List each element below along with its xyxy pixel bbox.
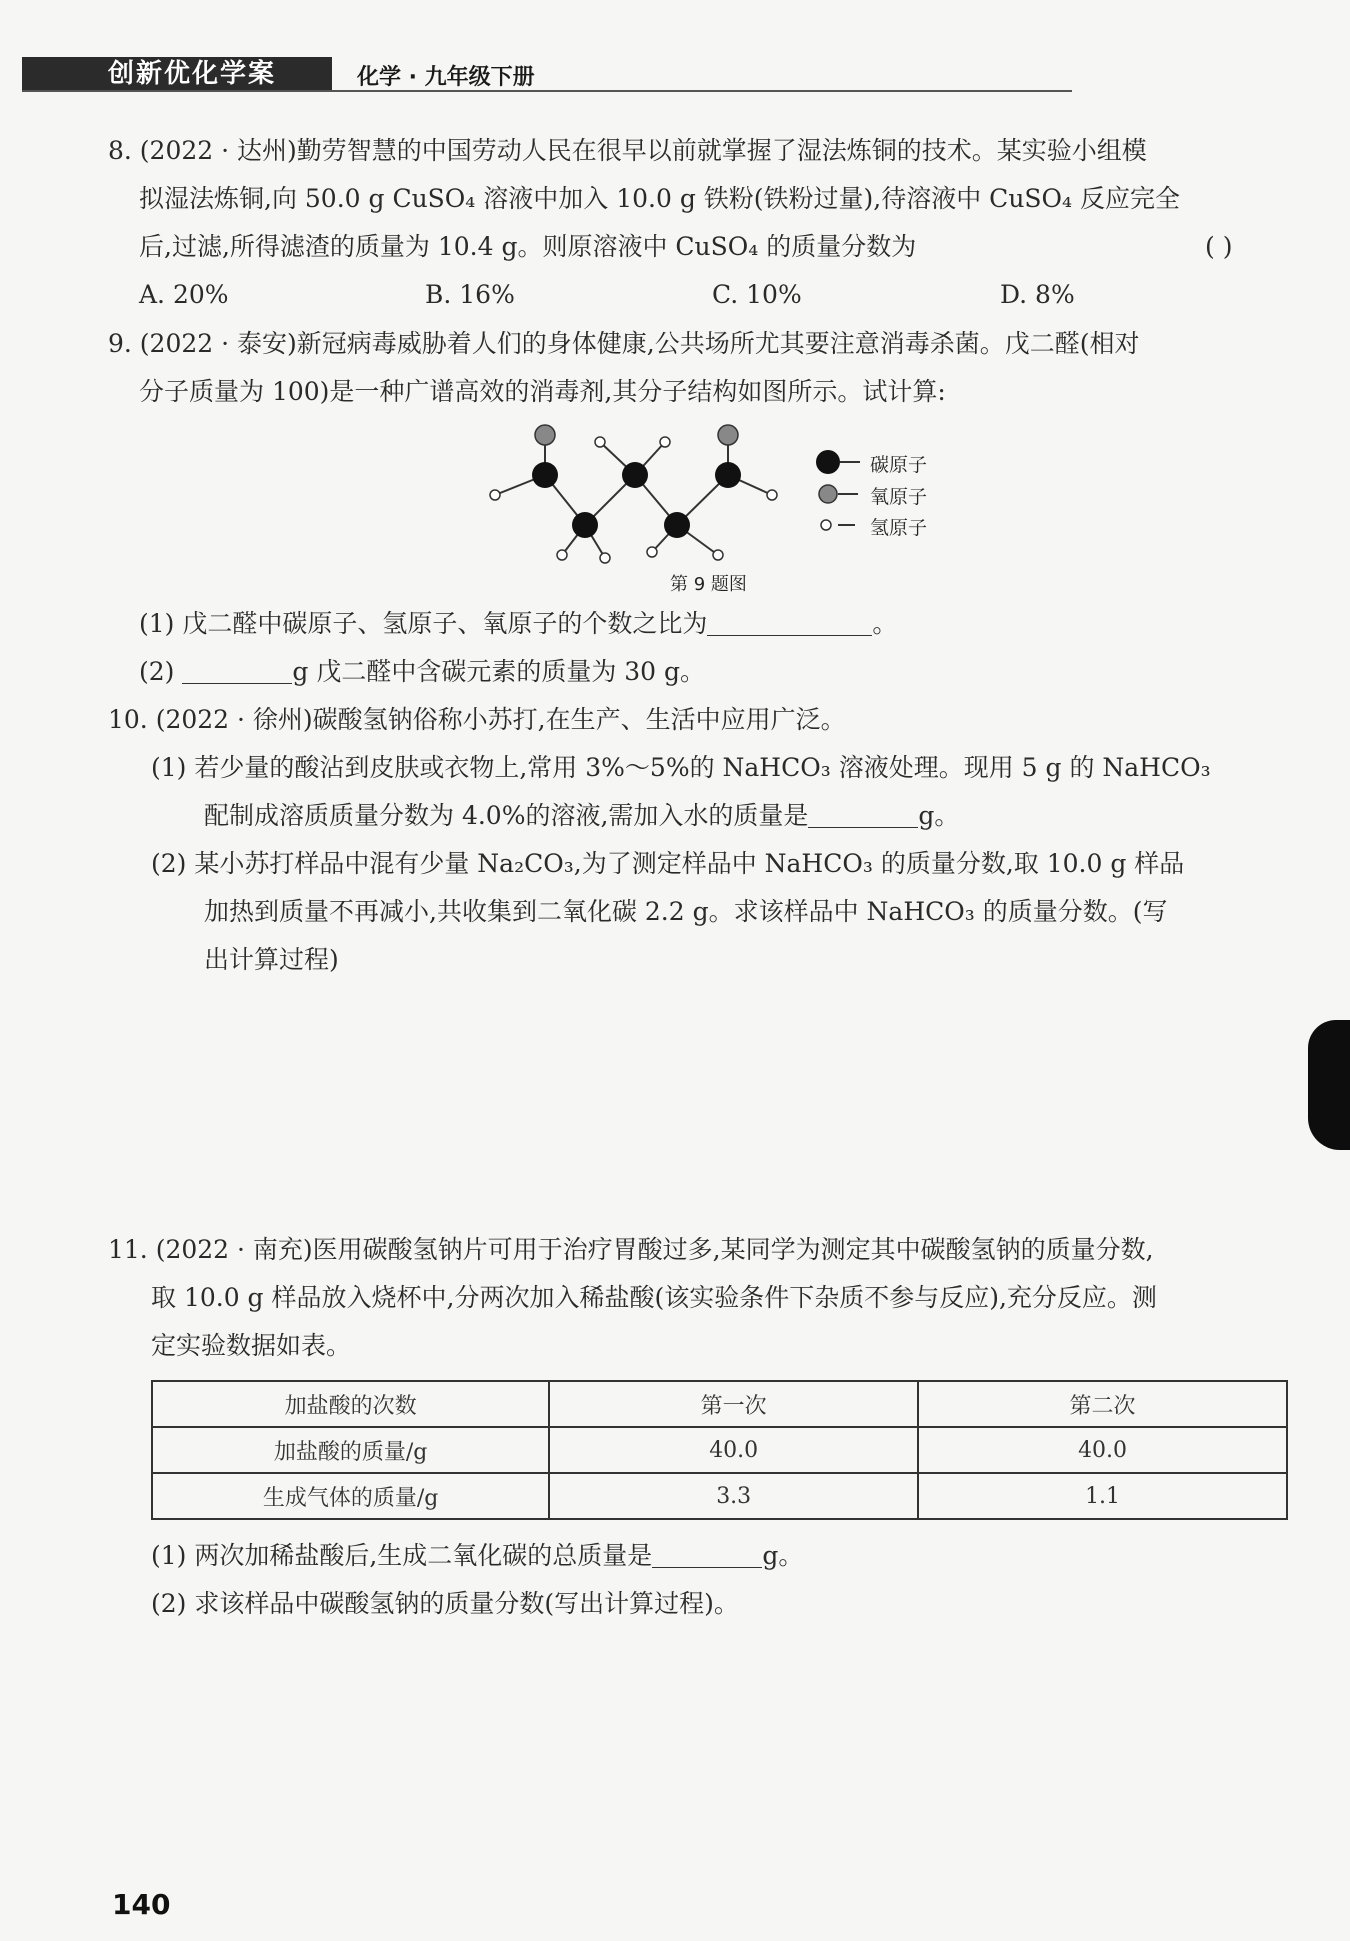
carbon-atom xyxy=(532,462,558,488)
hydrogen-atom xyxy=(767,490,777,500)
hydrogen-atom xyxy=(595,437,605,447)
answer-blank[interactable] xyxy=(652,1542,762,1568)
hydrogen-atom xyxy=(713,550,723,560)
legend-carbon: 碳原子 xyxy=(870,454,928,476)
hydrogen-atom xyxy=(600,553,610,563)
q9-line2: 分子质量为 100)是一种广谱高效的消毒剂,其分子结构如图所示。试计算: xyxy=(139,377,946,406)
legend-oxygen: 氧原子 xyxy=(870,486,928,508)
legend-markers xyxy=(810,448,870,538)
q11-line3: 定实验数据如表。 xyxy=(151,1331,352,1360)
oxygen-atom xyxy=(718,425,738,445)
q10-line1: 10. (2022 · 徐州)碳酸氢钠俗称小苏打,在生产、生活中应用广泛。 xyxy=(108,705,846,734)
q8-answer-paren: ( ) xyxy=(1205,232,1233,261)
header-rule xyxy=(22,90,1072,92)
table-cell: 加盐酸的质量/g xyxy=(152,1427,549,1473)
experiment-data-table xyxy=(151,1380,1288,1520)
answer-blank[interactable] xyxy=(707,610,872,636)
legend-hydrogen: 氢原子 xyxy=(870,517,928,539)
q8-line2: 拟湿法炼铜,向 50.0 g CuSO₄ 溶液中加入 10.0 g 铁粉(铁粉过量),待溶液中 CuSO₄ 反应完全 xyxy=(139,184,1181,213)
carbon-atom xyxy=(622,462,648,488)
q8-line3: 后,过滤,所得滤渣的质量为 10.4 g。则原溶液中 CuSO₄ 的质量分数为 xyxy=(139,232,917,261)
q10-sub1-line1: (1) 若少量的酸沾到皮肤或衣物上,常用 3%～5%的 NaHCO₃ 溶液处理。现用 5 g 的 NaHCO₃ xyxy=(151,753,1211,782)
table-header-cell: 第二次 xyxy=(918,1381,1287,1427)
q10-sub2-line1: (2) 某小苏打样品中混有少量 Na₂CO₃,为了测定样品中 NaHCO₃ 的质量分数,取 10.0 g 样品 xyxy=(151,849,1185,878)
q8-option-d: D. 8% xyxy=(1000,280,1075,309)
page-number: 140 xyxy=(112,1888,171,1921)
q10-sub1-line2: 配制成溶质质量分数为 4.0%的溶液,需加入水的质量是 g。 xyxy=(204,801,960,830)
table-cell: 40.0 xyxy=(549,1427,918,1473)
hydrogen-atom xyxy=(557,550,567,560)
table-header-cell: 加盐酸的次数 xyxy=(152,1381,549,1427)
subject-title: 化学 · 九年级下册 xyxy=(357,65,535,90)
q11-line1: 11. (2022 · 南充)医用碳酸氢钠片可用于治疗胃酸过多,某同学为测定其中碳酸氢钠的质量分数, xyxy=(108,1235,1154,1264)
figure-caption: 第 9 题图 xyxy=(670,574,747,595)
table-row xyxy=(152,1427,1287,1473)
q10-sub2-line3: 出计算过程) xyxy=(204,945,339,974)
brand-banner: 创新优化学案 xyxy=(22,57,332,91)
hydrogen-atom xyxy=(647,547,657,557)
table-cell: 生成气体的质量/g xyxy=(152,1473,549,1519)
hydrogen-atom xyxy=(490,490,500,500)
q9-line1: 9. (2022 · 泰安)新冠病毒威胁着人们的身体健康,公共场所尤其要注意消毒杀菌。戊二醛(相对 xyxy=(108,329,1140,358)
q8-option-c: C. 10% xyxy=(712,280,802,309)
q10-sub2-line2: 加热到质量不再减小,共收集到二氧化碳 2.2 g。求该样品中 NaHCO₃ 的质量分数。(写 xyxy=(204,897,1168,926)
table-cell: 1.1 xyxy=(918,1473,1287,1519)
glutaraldehyde-structure-diagram xyxy=(480,420,780,570)
page-edge-tab xyxy=(1308,1020,1350,1150)
carbon-atom xyxy=(715,462,741,488)
q9-sub1: (1) 戊二醛中碳原子、氢原子、氧原子的个数之比为 。 xyxy=(139,609,898,638)
table-row xyxy=(152,1473,1287,1519)
q11-sub1: (1) 两次加稀盐酸后,生成二氧化碳的总质量是 g。 xyxy=(151,1541,804,1570)
q8-option-b: B. 16% xyxy=(425,280,515,309)
q11-sub2: (2) 求该样品中碳酸氢钠的质量分数(写出计算过程)。 xyxy=(151,1589,739,1618)
table-header-row xyxy=(152,1381,1287,1427)
table-cell: 3.3 xyxy=(549,1473,918,1519)
q8-option-a: A. 20% xyxy=(139,280,229,309)
q8-line1: 8. (2022 · 达州)勤劳智慧的中国劳动人民在很早以前就掌握了湿法炼铜的技术。某实验小组模 xyxy=(108,136,1147,165)
hydrogen-atom xyxy=(660,437,670,447)
carbon-atom xyxy=(572,512,598,538)
table-cell: 40.0 xyxy=(918,1427,1287,1473)
oxygen-atom xyxy=(535,425,555,445)
table-header-cell: 第一次 xyxy=(549,1381,918,1427)
q11-line2: 取 10.0 g 样品放入烧杯中,分两次加入稀盐酸(该实验条件下杂质不参与反应),充分反应。测 xyxy=(151,1283,1157,1312)
q9-sub2: (2) g 戊二醛中含碳元素的质量为 30 g。 xyxy=(139,657,706,686)
carbon-atom xyxy=(664,512,690,538)
answer-blank[interactable] xyxy=(182,658,292,684)
answer-blank[interactable] xyxy=(808,802,918,828)
